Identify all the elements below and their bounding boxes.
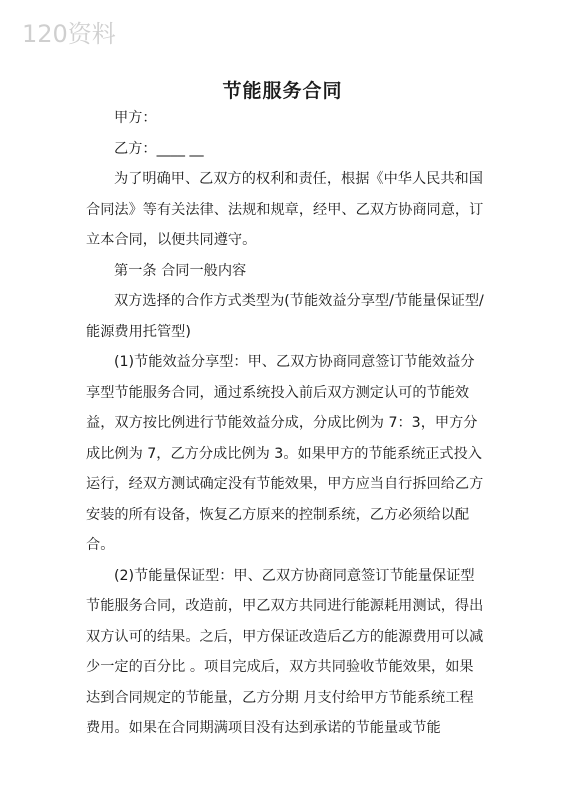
- document-title: 节能服务合同: [222, 80, 343, 102]
- article-1-heading: 第一条 合同一般内容: [114, 262, 247, 279]
- intro-paragraph: 为了明确甲、乙双方的权利和责任，根据《中华人民共和国合同法》等有关法律、法规和规章，经甲、乙双方协商同意，订立本合同，以便共同遵守。: [86, 171, 484, 248]
- party-b-line: 乙方：____ __: [114, 140, 204, 157]
- document-body: [86, 103, 486, 744]
- clause-1-paragraph: (1)节能效益分享型：甲、乙双方协商同意签订节能效益分享型节能服务合同，通过系统投入前后双方测定认可的节能效益，双方按比例进行节能效益分成，分成比例为 7：3，甲方分成比例为 7，乙方分成比例为 3。如果甲方的节能系统正式投入运行，经双方测试确定没有节能效果，甲方应当自行拆回给乙方安装的所有设备，恢复乙方原来的控制系统，乙方必须给以配合。: [86, 354, 484, 553]
- watermark-text: 120资料: [22, 20, 116, 48]
- clause-2-paragraph: (2)节能量保证型：甲、乙双方协商同意签订节能量保证型节能服务合同，改造前，甲乙双方共同进行能源耗用测试，得出双方认可的结果。之后，甲方保证改造后乙方的能源费用可以减少一定的百分比 。项目完成后，双方共同验收节能效果，如果达到合同规定的节能量，乙方分期 月支付给甲方节能系统工程费用。如果在合同期满项目没有达到承诺的节能量或节能: [86, 567, 484, 736]
- party-a-line: 甲方：: [114, 110, 157, 126]
- article-1-intro: 双方选择的合作方式类型为(节能效益分享型/节能量保证型/能源费用托管型): [86, 293, 484, 340]
